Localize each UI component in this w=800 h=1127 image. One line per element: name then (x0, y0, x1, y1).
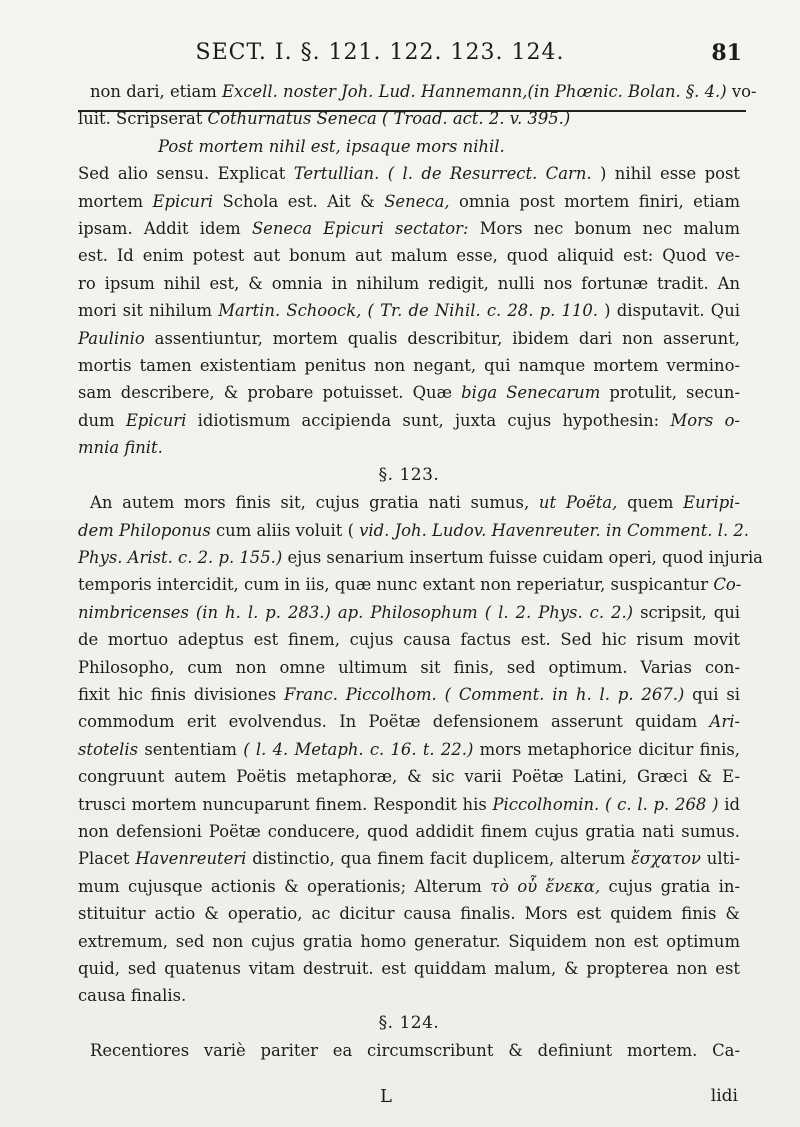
italic-text: dem Philoponus (78, 520, 211, 540)
text-line (78, 845, 740, 872)
italic-text: biga Senecarum (461, 383, 601, 403)
text-line (78, 763, 740, 790)
text-line (78, 571, 740, 598)
verse-quote (78, 133, 740, 160)
italic-text: Havenreuteri (135, 849, 247, 869)
text-body (78, 78, 763, 1065)
text-line (78, 626, 740, 653)
italic-text: Seneca, (384, 191, 450, 211)
italic-text: Euripi- (683, 493, 741, 513)
roman-text: ipsam. Addit idem (78, 219, 252, 239)
italic-text: stotelis (78, 739, 139, 759)
italic-text: Epicuri (125, 410, 187, 430)
page-header (0, 40, 800, 80)
italic-text: Piccolhomin. ( c. l. p. 268 ) (492, 794, 719, 814)
roman-text: sententiam (138, 739, 244, 759)
italic-text: Phys. Arist. c. 2. p. 155.) (78, 547, 283, 567)
roman-text: qui si (684, 684, 740, 704)
roman-text: id (718, 794, 740, 814)
roman-text: ulti- (700, 849, 740, 869)
italic-text: Post mortem nihil est, ipsaque mors nihil. (158, 136, 505, 156)
roman-text: cum aliis voluit ( (210, 520, 360, 540)
text-line (78, 791, 740, 818)
text-line (78, 188, 740, 215)
roman-text: congruunt autem Poëtis metaphoræ, & sic varii Poëtæ Latini, Græci & E- (78, 767, 740, 787)
roman-text: distinctio, qua finem facit duplicem, alterum (246, 849, 632, 869)
roman-text: sam describere, & probare potuisset. Quæ (78, 383, 462, 403)
text-line (78, 928, 740, 955)
italic-text: ( l. 4. Metaph. c. 16. t. 22.) (243, 739, 474, 759)
italic-text: Epicuri (152, 191, 214, 211)
text-line (78, 297, 740, 324)
roman-text: ) disputavit. Qui (598, 301, 740, 321)
section-heading-124 (78, 1010, 740, 1037)
roman-text: omnia post mortem finiri, etiam (449, 191, 740, 211)
roman-text: idiotismum accipienda sunt, juxta cujus hypothesin: (186, 410, 671, 430)
italic-text: Excell. noster Joh. Lud. Hannemann,(in Phœnic. Bolan. §. 4.) (222, 82, 727, 101)
roman-text: ) nihil esse post (591, 164, 740, 184)
text-line (78, 544, 763, 571)
text-line (78, 900, 740, 927)
roman-text: Sed alio sensu. Explicat (78, 164, 294, 184)
text-line (78, 873, 740, 900)
roman-text: mori sit nihilum (78, 301, 219, 321)
text-line (78, 325, 740, 352)
italic-text: τὸ οὗ ἕνεκα, (490, 876, 601, 896)
text-line (78, 654, 740, 681)
text-line (78, 352, 740, 379)
text-line (78, 982, 740, 1009)
roman-text: est. Id enim potest aut bonum aut malum esse, quod aliquid est: Quod ve- (78, 246, 740, 266)
italic-text: Seneca Epicuri sectator: (251, 219, 469, 239)
roman-text: ro ipsum nihil est, & omnia in nihilum redigit, nulli nos fortunæ tradit. An (78, 273, 740, 293)
roman-text: mortem (78, 191, 153, 211)
italic-text: vid. Joh. Ludov. Havenreuter. in Comment. l. 2. (359, 520, 750, 540)
text-line (78, 599, 740, 626)
page-number: 81 (711, 40, 742, 66)
text-line (78, 736, 740, 763)
italic-text: Martin. Schoock, ( Tr. de Nihil. c. 28. p. 110. (218, 301, 598, 321)
text-line (78, 955, 740, 982)
roman-text: §. 123. (378, 464, 440, 485)
text-line (78, 215, 740, 242)
text-line (78, 708, 740, 735)
roman-text: non dari, etiam (90, 82, 223, 101)
roman-text: quem (617, 493, 684, 513)
running-head: SECT. I. §. 121. 122. 123. 124. (195, 40, 565, 65)
italic-text: ἔσχατον (631, 849, 701, 869)
text-line (78, 407, 740, 434)
roman-text: Schola est. Ait & (213, 191, 385, 211)
roman-text: luit. Scripserat (78, 109, 208, 129)
roman-text: dum (78, 410, 126, 430)
roman-text: trusci mortem nuncuparunt finem. Respondit his (78, 794, 493, 814)
roman-text: mortis tamen existentiam penitus non negant, qui namque mortem vermino- (78, 356, 740, 376)
roman-text: extremum, sed non cujus gratia homo generatur. Siquidem non est optimum (78, 931, 740, 951)
roman-text: quid, sed quatenus vitam destruit. est quiddam malum, & propterea non est (78, 959, 740, 978)
roman-text: de mortuo adeptus est finem, cujus causa factus est. Sed hic risum movit (78, 630, 740, 650)
italic-text: ut Poëta, (538, 493, 618, 513)
text-line (78, 242, 740, 269)
roman-text: An autem mors finis sit, cujus gratia nati sumus, (90, 493, 539, 513)
italic-text: nimbricenses (in h. l. p. 283.) ap. Philosophum ( l. 2. Phys. c. 2.) (78, 602, 634, 622)
roman-text: scripsit, qui (633, 602, 740, 622)
roman-text: §. 124. (378, 1012, 440, 1033)
italic-text: Co- (713, 575, 742, 595)
roman-text: commodum erit evolvendus. In Poëtæ defensionem asserunt quidam (78, 712, 710, 732)
text-line (78, 160, 740, 187)
italic-text: Cothurnatus Seneca ( Troad. act. 2. v. 395.) (207, 109, 571, 129)
roman-text: vo- (726, 82, 757, 101)
italic-text: Mors o- (670, 410, 740, 430)
roman-text: Philosopho, cum non omne ultimum sit finis, sed optimum. Varias con- (78, 657, 740, 677)
roman-text: assentiuntur, mortem qualis describitur, ibidem dari non asserunt, (144, 328, 740, 348)
italic-text: Paulinio (78, 328, 145, 348)
italic-text: Franc. Piccolhom. ( Comment. in h. l. p. 267.) (284, 684, 685, 704)
catchword: lidi (710, 1086, 738, 1106)
text-line (78, 434, 740, 461)
roman-text: cujus gratia in- (600, 876, 740, 896)
text-line (78, 517, 750, 544)
roman-text: temporis intercidit, cum in iis, quæ nunc extant non reperiatur, suspicantur (78, 575, 714, 595)
roman-text: fixit hic finis divisiones (78, 684, 285, 704)
text-line (78, 818, 740, 845)
text-line (78, 379, 740, 406)
text-line (78, 78, 757, 105)
page-footer (0, 1086, 800, 1126)
signature-mark: L (380, 1086, 392, 1107)
roman-text: protulit, secun- (600, 383, 741, 403)
italic-text: Ari- (709, 712, 740, 732)
roman-text: Recentiores variè pariter ea circumscribunt & definiunt mortem. Ca- (90, 1041, 740, 1061)
italic-text: Tertullian. ( l. de Resurrect. Carn. (293, 164, 592, 184)
text-line (78, 681, 740, 708)
text-line (78, 105, 740, 132)
roman-text: Mors nec bonum nec malum (468, 219, 740, 239)
roman-text: mum cujusque actionis & operationis; Alterum (78, 876, 491, 896)
text-line (78, 489, 740, 516)
text-line (78, 1037, 740, 1064)
roman-text: ejus senarium insertum fuisse cuidam operi, quod injuria (282, 547, 763, 567)
section-heading-123 (78, 462, 740, 489)
roman-text: stituitur actio & operatio, ac dicitur causa finalis. Mors est quidem finis & (78, 904, 740, 924)
roman-text: Placet (78, 849, 136, 869)
italic-text: mnia finit. (78, 438, 163, 458)
roman-text: causa finalis. (78, 986, 187, 1006)
roman-text: non defensioni Poëtæ conducere, quod addidit finem cujus gratia nati sumus. (78, 821, 740, 841)
text-line (78, 270, 740, 297)
roman-text: mors metaphorice dicitur finis, (473, 739, 740, 759)
